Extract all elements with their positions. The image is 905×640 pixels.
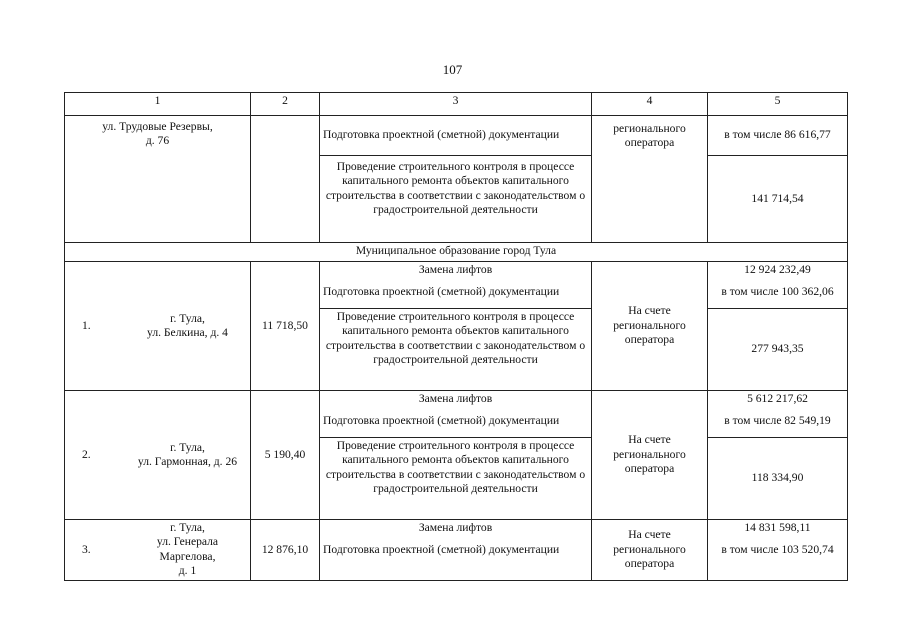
- work-cell: [320, 156, 592, 243]
- address-line: ул. Гармонная, д. 26: [137, 455, 238, 468]
- sum-cell: [708, 520, 848, 581]
- sum-cell: [708, 262, 848, 309]
- area-cell: 5 190,40: [251, 391, 320, 520]
- work-design: Подготовка проектной (сметной) документации: [323, 414, 560, 428]
- work-control: Проведение строительного контроля в процессе капитального ремонта объектов капитального строительства в соответствии с законодательством о градостроительной деятельности: [325, 439, 586, 496]
- sum-design: в том числе 100 362,06: [721, 285, 834, 299]
- work-cell: [320, 391, 592, 438]
- work-cell: [320, 520, 592, 581]
- area-cell: [251, 116, 320, 243]
- sum-total: 12 924 232,49: [744, 263, 811, 276]
- work-cell: [320, 309, 592, 391]
- capital-repair-table: [64, 92, 848, 581]
- sum-cell: [708, 391, 848, 438]
- row-number: 3.: [82, 542, 91, 556]
- work-cell: [320, 438, 592, 520]
- table-row: [65, 520, 848, 581]
- sum-cell: [708, 156, 848, 243]
- sum-cell: [708, 309, 848, 391]
- address-line: г. Тула,: [170, 521, 205, 534]
- header-cell-1: 1: [65, 93, 251, 116]
- area-cell: 12 876,10: [251, 520, 320, 581]
- operator-cell: На счете регионального оператора: [592, 262, 708, 391]
- address-cell: [65, 391, 251, 520]
- sum-cell: [708, 438, 848, 520]
- sum-control: 141 714,54: [751, 191, 804, 205]
- sum-control: 118 334,90: [751, 471, 804, 485]
- area-cell: 11 718,50: [251, 262, 320, 391]
- work-cell: [320, 262, 592, 309]
- municipality-row: [65, 243, 848, 262]
- operator-cell: На счете регионального оператора: [592, 391, 708, 520]
- work-cell: [320, 116, 592, 156]
- sum-total: 14 831 598,11: [744, 521, 811, 534]
- address-cell: [65, 520, 251, 581]
- work-control: Проведение строительного контроля в процессе капитального ремонта объектов капитального строительства в соответствии с законодательством о градостроительной деятельности: [325, 310, 586, 367]
- header-row: [65, 93, 848, 116]
- address-line: ул. Белкина, д. 4: [147, 326, 228, 339]
- address-line: г. Тула,: [170, 440, 205, 454]
- page-number: 107: [442, 62, 463, 77]
- table-row: [65, 262, 848, 309]
- sum-design: в том числе 103 520,74: [721, 543, 834, 557]
- address-line: ул. Генерала Маргелова,: [156, 535, 219, 563]
- work-replace: Замена лифтов: [418, 263, 493, 276]
- address-line: г. Тула,: [170, 311, 205, 325]
- row-number: 2.: [82, 447, 91, 461]
- sum-control: 277 943,35: [751, 342, 804, 356]
- work-design: Подготовка проектной (сметной) документации: [323, 128, 560, 142]
- header-cell-3: 3: [320, 93, 592, 116]
- municipality-title: Муниципальное образование город Тула: [65, 243, 848, 262]
- header-cell-4: 4: [592, 93, 708, 116]
- work-replace: Замена лифтов: [418, 392, 493, 405]
- operator-line: оператора: [624, 136, 675, 150]
- work-design: Подготовка проектной (сметной) документации: [323, 285, 560, 299]
- address-cell: [65, 262, 251, 391]
- header-cell-5: 5: [708, 93, 848, 116]
- header-cell-2: 2: [251, 93, 320, 116]
- work-replace: Замена лифтов: [418, 521, 493, 534]
- table-row: [65, 116, 848, 156]
- sum-design: в том числе 86 616,77: [724, 128, 831, 142]
- address-line: д. 1: [178, 564, 197, 578]
- sum-design: в том числе 82 549,19: [724, 414, 831, 428]
- operator-cell: На счете регионального оператора: [592, 520, 708, 581]
- sum-cell: [708, 116, 848, 156]
- work-design: Подготовка проектной (сметной) документации: [323, 543, 560, 557]
- address-cell: [65, 116, 251, 243]
- sum-total: 5 612 217,62: [747, 392, 808, 405]
- operator-cell: [592, 116, 708, 243]
- row-number: 1.: [82, 318, 91, 332]
- address-line: д. 76: [145, 134, 170, 148]
- table-row: [65, 391, 848, 438]
- operator-line: регионального: [613, 122, 686, 135]
- work-control: Проведение строительного контроля в процессе капитального ремонта объектов капитального строительства в соответствии с законодательством о градостроительной деятельности: [325, 160, 586, 217]
- address-line: ул. Трудовые Резервы,: [102, 120, 213, 133]
